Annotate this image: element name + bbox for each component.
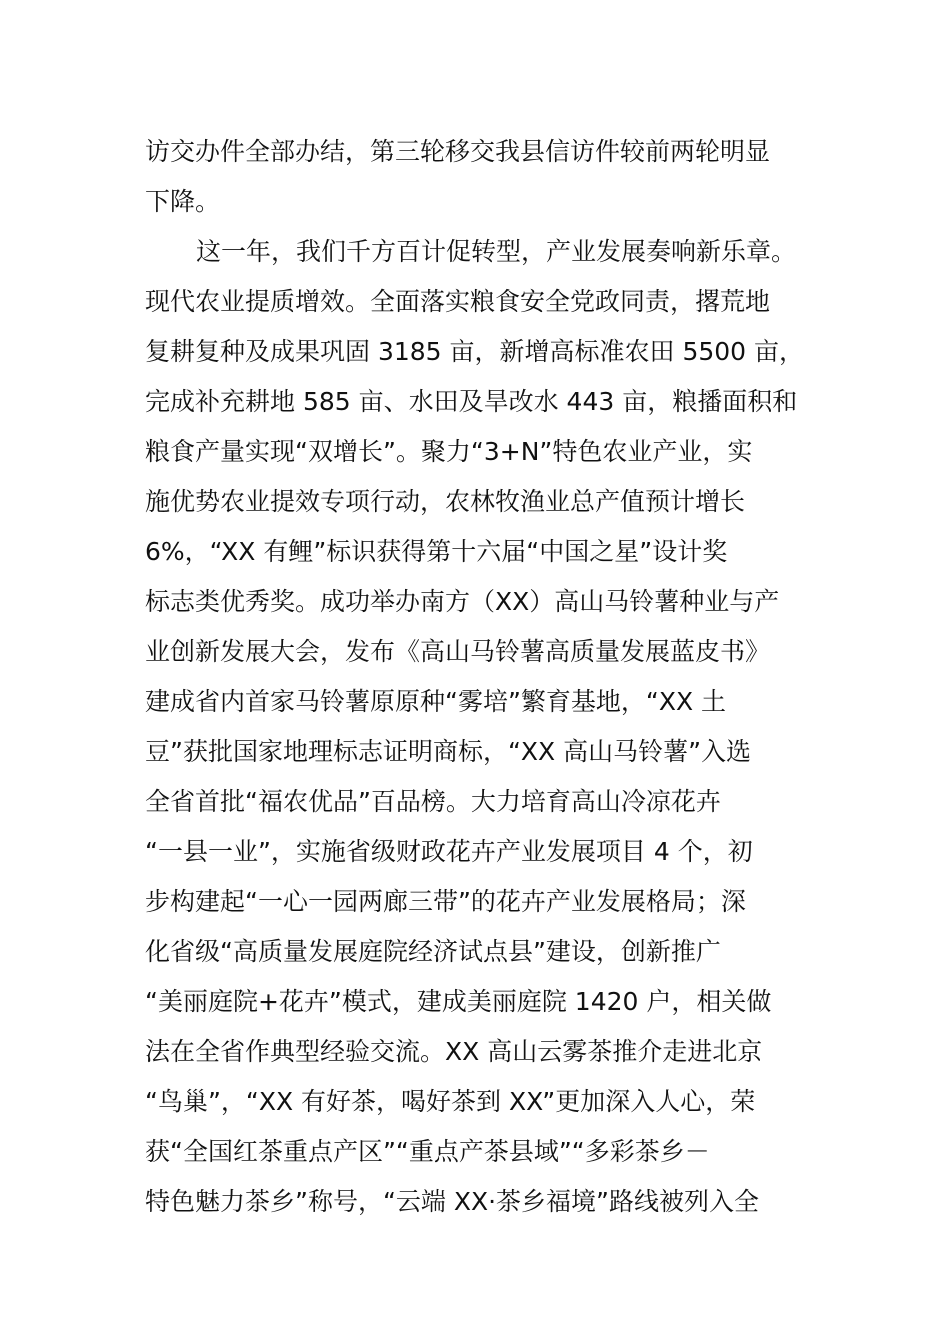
text-line-7: 粮食产量实现“双增长”。聚力“3+N”特色农业产业，实 (145, 437, 753, 466)
text-line-17: 化省级“高质量发展庭院经济试点县”建设，创新推广 (145, 937, 721, 966)
text-line-16: 步构建起“一心一园两廊三带”的花卉产业发展格局；深 (145, 887, 746, 916)
text-line-1: 访交办件全部办结，第三轮移交我县信访件较前两轮明显 (145, 137, 771, 166)
text-line-9: 6%，“XX 有鲤”标识获得第十六届“中国之星”设计奖 (145, 537, 728, 566)
text-line-2: 下降。 (145, 187, 221, 216)
text-line-10: 标志类优秀奖。成功举办南方（XX）高山马铃薯种业与产 (145, 587, 780, 616)
text-line-11: 业创新发展大会，发布《高山马铃薯高质量发展蓝皮书》 (145, 637, 771, 666)
text-line-12: 建成省内首家马铃薯原原种“雾培”繁育基地，“XX 土 (145, 687, 727, 716)
text-line-21: 获“全国红茶重点产区”“重点产茶县域”“多彩茶乡－ (145, 1137, 710, 1166)
text-line-4: 现代农业提质增效。全面落实粮食安全党政同责，撂荒地 (145, 287, 771, 316)
paragraph-opening-line: 这一年，我们千方百计促转型，产业发展奏响新乐章。 (196, 237, 797, 266)
text-line-15: “一县一业”，实施省级财政花卉产业发展项目 4 个，初 (145, 837, 753, 866)
text-line-20: “鸟巢”，“XX 有好茶，喝好茶到 XX”更加深入人心，荣 (145, 1087, 756, 1116)
text-line-18: “美丽庭院+花卉”模式，建成美丽庭院 1420 户，相关做 (145, 987, 772, 1016)
text-line-14: 全省首批“福农优品”百品榜。大力培育高山冷凉花卉 (145, 787, 721, 816)
text-line-5: 复耕复种及成果巩固 3185 亩，新增高标准农田 5500 亩， (145, 337, 805, 366)
text-line-6: 完成补充耕地 585 亩、水田及旱改水 443 亩，粮播面积和 (145, 387, 798, 416)
text-line-22: 特色魅力茶乡”称号，“云端 XX·茶乡福境”路线被列入全 (145, 1187, 760, 1216)
text-line-19: 法在全省作典型经验交流。XX 高山云雾茶推介走进北京 (145, 1037, 763, 1066)
text-line-13: 豆”获批国家地理标志证明商标，“XX 高山马铃薯”入选 (145, 737, 752, 766)
text-line-8: 施优势农业提效专项行动，农林牧渔业总产值预计增长 (145, 487, 746, 516)
